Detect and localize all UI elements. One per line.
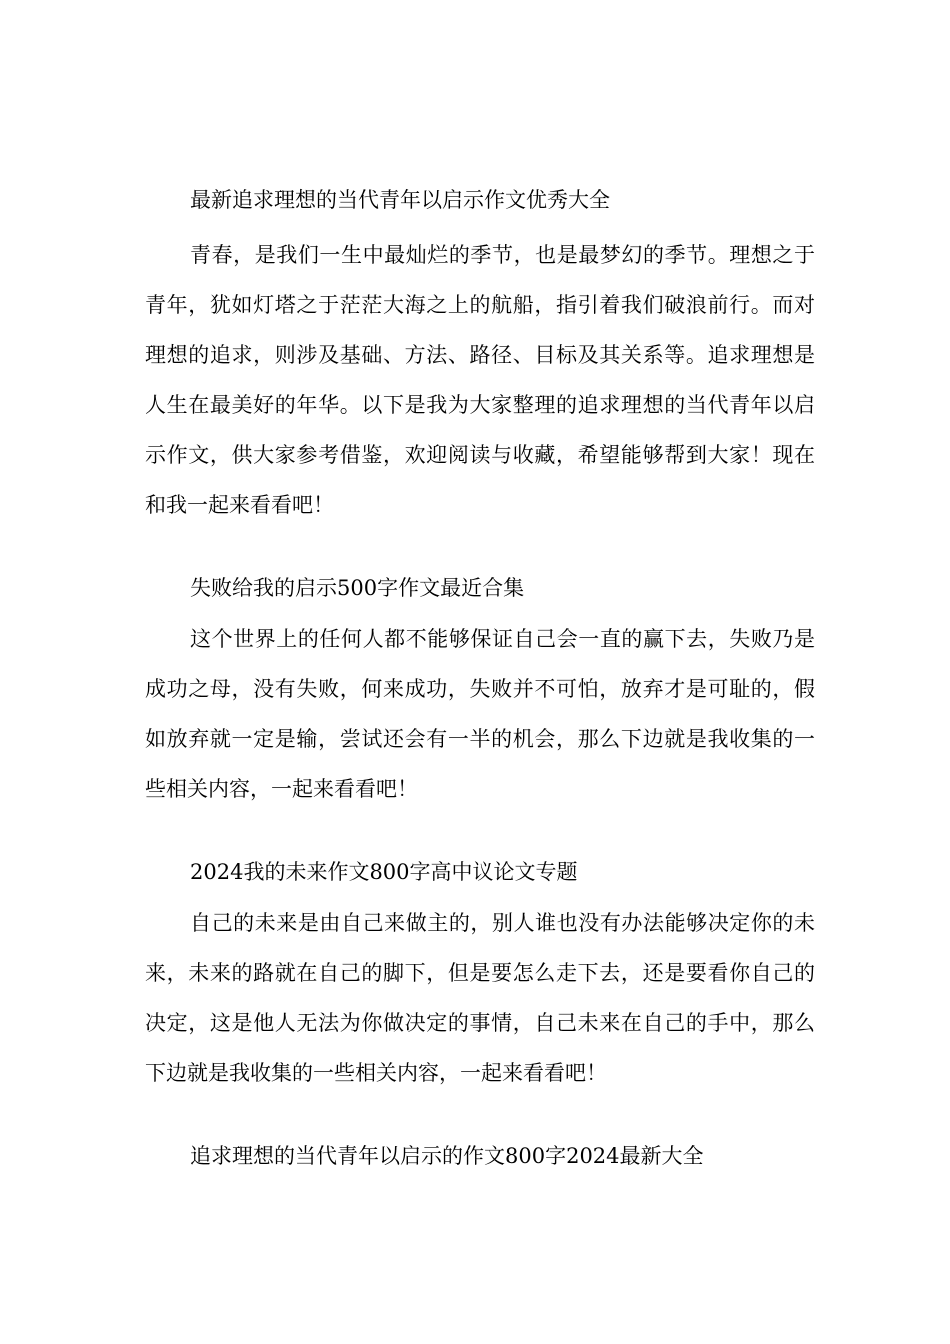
section-title: 追求理想的当代青年以启示的作文800字2024最新大全 [190, 1144, 704, 1168]
document-page [145, 180, 815, 1176]
section-body: 自己的未来是由自己来做主的，别人谁也没有办法能够决定你的未来，未来的路就在自己的脚下，但是要怎么走下去，还是要看你自己的决定，这是他人无法为你做决定的事情，自己未来在自己的手中，那么下边就是我收集的一些相关内容，一起来看看吧！ [145, 911, 815, 1085]
section-title: 2024我的未来作文800字高中议论文专题 [190, 860, 578, 884]
section-gap [145, 530, 815, 568]
section-gap [145, 814, 815, 852]
section-title: 失败给我的启示500字作文最近合集 [190, 576, 525, 600]
section-gap [145, 1098, 815, 1136]
section-title: 最新追求理想的当代青年以启示作文优秀大全 [190, 188, 610, 212]
section-body: 这个世界上的任何人都不能够保证自己会一直的赢下去，失败乃是成功之母，没有失败，何来成功，失败并不可怕，放弃才是可耻的，假如放弃就一定是输，尝试还会有一半的机会，那么下边就是我收集的一些相关内容，一起来看看吧！ [145, 627, 815, 801]
section-body: 青春，是我们一生中最灿烂的季节，也是最梦幻的季节。理想之于青年，犹如灯塔之于茫茫大海之上的航船，指引着我们破浪前行。而对理想的追求，则涉及基础、方法、路径、目标及其关系等。追求理想是人生在最美好的年华。以下是我为大家整理的追求理想的当代青年以启示作文，供大家参考借鉴，欢迎阅读与收藏，希望能够帮到大家！现在和我一起来看看吧！ [145, 243, 815, 517]
